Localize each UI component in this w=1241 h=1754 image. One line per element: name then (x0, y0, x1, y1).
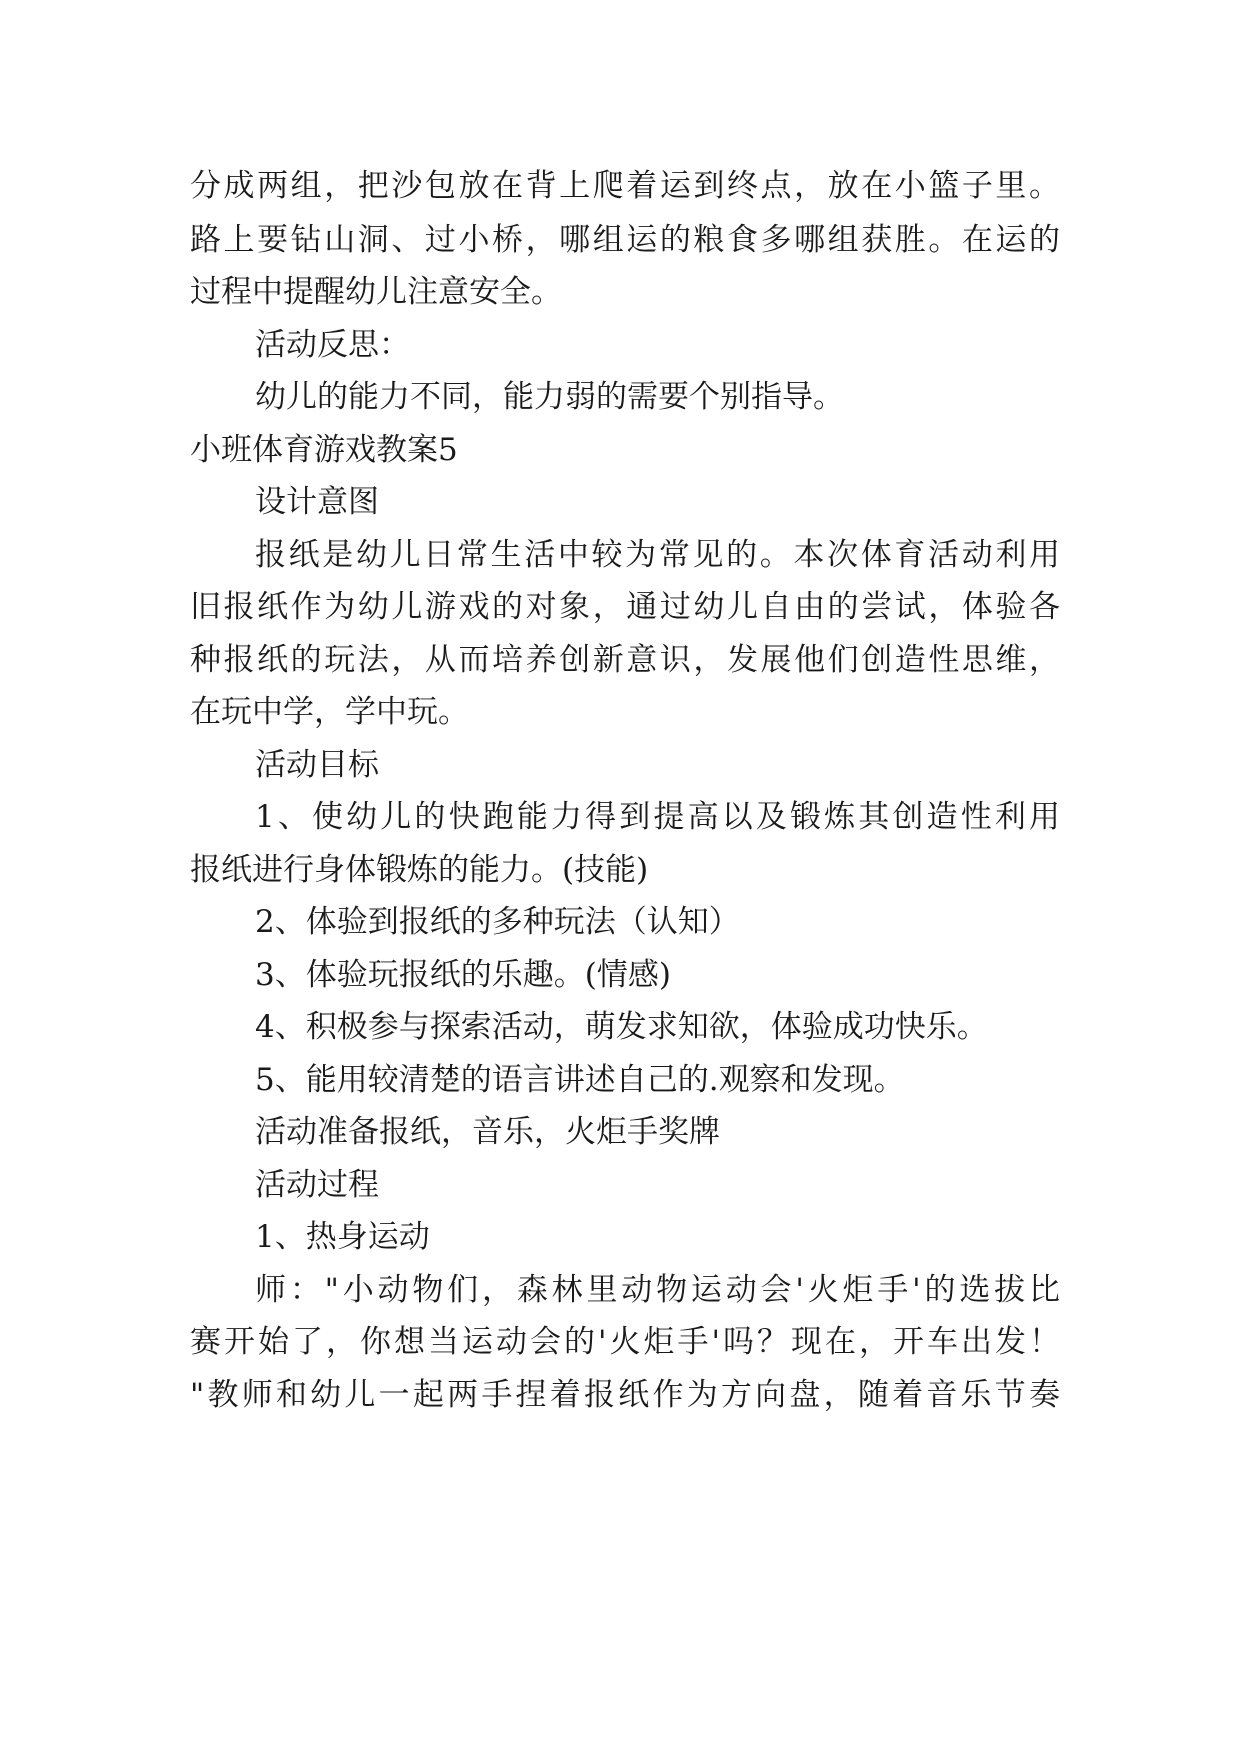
list-item: 1、使幼儿的快跑能力得到提高以及锻炼其创造性利用 (255, 799, 1060, 835)
list-item: 5、能用较清楚的语言讲述自己的.观察和发现。 (255, 1062, 905, 1098)
paragraph-line: 路上要钻山洞、过小桥，哪组运的粮食多哪组获胜。在运的 (190, 222, 1060, 258)
section-heading: 设计意图 (255, 484, 379, 520)
paragraph-line: 幼儿的能力不同，能力弱的需要个别指导。 (255, 379, 844, 415)
paragraph-line: 赛开始了，你想当运动会的'火炬手'吗？现在，开车出发！ (190, 1324, 1060, 1360)
document-title: 小班体育游戏教案5 (190, 432, 458, 468)
paragraph-line: 在玩中学，学中玩。 (190, 694, 469, 730)
section-heading: 活动目标 (255, 747, 379, 783)
list-item: 1、热身运动 (255, 1219, 430, 1255)
paragraph-line: 旧报纸作为幼儿游戏的对象，通过幼儿自由的尝试，体验各 (190, 589, 1060, 625)
section-heading: 活动过程 (255, 1167, 379, 1203)
section-heading: 活动反思： (255, 327, 410, 363)
list-item: 2、体验到报纸的多种玩法（认知） (255, 904, 740, 940)
list-item: 3、体验玩报纸的乐趣。(情感) (255, 957, 671, 993)
paragraph-line: 分成两组，把沙包放在背上爬着运到终点，放在小篮子里。 (190, 168, 1060, 204)
paragraph-line: 种报纸的玩法，从而培养创新意识，发展他们创造性思维， (190, 642, 1060, 678)
paragraph-line: "教师和幼儿一起两手捏着报纸作为方向盘，随着音乐节奏 (190, 1377, 1060, 1413)
paragraph-line: 师："小动物们，森林里动物运动会'火炬手'的选拔比 (255, 1272, 1060, 1308)
list-item-continuation: 报纸进行身体锻炼的能力。(技能) (190, 852, 649, 888)
paragraph-line: 过程中提醒幼儿注意安全。 (190, 274, 562, 310)
list-item: 4、积极参与探索活动，萌发求知欲，体验成功快乐。 (255, 1009, 988, 1045)
paragraph-line: 活动准备报纸，音乐，火炬手奖牌 (255, 1114, 720, 1150)
paragraph-line: 报纸是幼儿日常生活中较为常见的。本次体育活动利用 (255, 537, 1060, 573)
